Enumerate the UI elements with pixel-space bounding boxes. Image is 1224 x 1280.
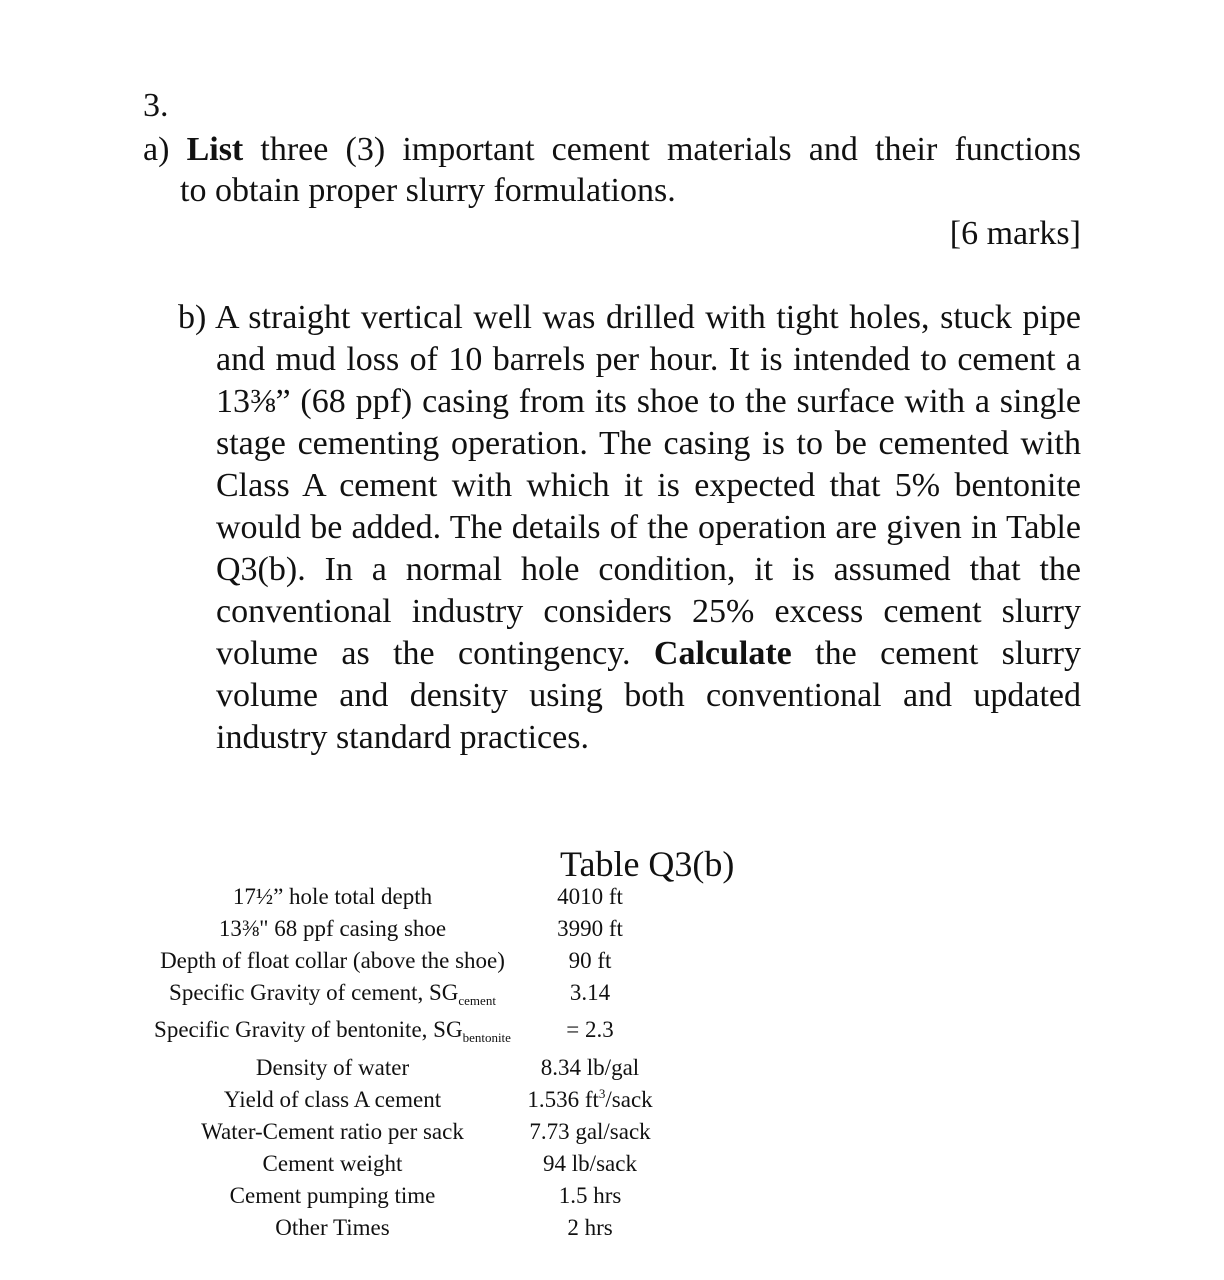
- table-row: [140, 1087, 700, 1119]
- table-row-value-unit: /sack: [605, 1087, 653, 1112]
- part-a-question: [143, 129, 1081, 211]
- table-row: [140, 1183, 700, 1215]
- part-a-bold-word: List: [186, 131, 244, 168]
- table-row-value: 3990 ft: [557, 916, 623, 941]
- table-row-value: 90 ft: [568, 948, 612, 973]
- table-row-value: = 2.3: [566, 1017, 614, 1042]
- table-row-label: Cement weight: [262, 1151, 403, 1176]
- table-row-label: 17½” hole total depth: [232, 884, 433, 909]
- table-row-label-text: Specific Gravity of bentonite, SG: [154, 1017, 463, 1042]
- part-b-bold-word: Calculate: [653, 635, 792, 672]
- table-row-value: 94 lb/sack: [543, 1151, 637, 1176]
- table-row-label: [140, 980, 525, 1009]
- part-b-label: b): [178, 299, 207, 336]
- table-row-label: [140, 1017, 525, 1046]
- part-a-line-2: to obtain proper slurry formulations.: [180, 172, 676, 209]
- part-b-question: [178, 297, 1081, 759]
- table-row-value-text: 1.536 ft: [527, 1087, 599, 1112]
- part-a-line-1-rest: three (3) important cement materials and their functions: [243, 131, 1081, 168]
- table-row-value: 1.5 hrs: [558, 1183, 622, 1208]
- part-b-paragraph: [178, 297, 1081, 759]
- table-row-value: 7.73 gal/sack: [529, 1119, 651, 1144]
- table-row: [140, 884, 700, 916]
- table-row: [140, 980, 700, 1012]
- table-row-label-subscript: bentonite: [462, 1030, 511, 1045]
- table-row: [140, 1017, 700, 1049]
- table-row-value: 8.34 lb/gal: [540, 1055, 640, 1080]
- table-row-value: 4010 ft: [557, 884, 623, 909]
- part-a-marks: [6 marks]: [949, 215, 1081, 252]
- table-row-label: 13⅜" 68 ppf casing shoe: [218, 916, 447, 941]
- table-row-label: Water-Cement ratio per sack: [201, 1119, 464, 1144]
- table-row: [140, 916, 700, 948]
- table-row: [140, 1151, 700, 1183]
- table-row-value: 2 hrs: [567, 1215, 613, 1240]
- table-row-label-subscript: cement: [458, 993, 496, 1008]
- table-row: [140, 1119, 700, 1151]
- table-row: [140, 948, 700, 980]
- part-a-line-1: [143, 129, 1081, 170]
- table-row: [140, 1055, 700, 1087]
- part-b-text-1: A straight vertical well was drilled with tight holes, stuck pipe and mud loss of 10 barrels per hour. It is intended to cement a 13⅜” (68 ppf) casing from its shoe to the surface with a single stage cementing operation. The casing is to be cemented with Class A cement with which it is expected that 5% bentonite would be added. The details of the operation are given in Table Q3(b). In a normal hole condition, it is assumed that the conventional industry considers 25% excess cement slurry volume as the contingency.: [215, 299, 1082, 672]
- table-row-label: Density of water: [255, 1055, 410, 1080]
- table-row: [140, 1215, 700, 1247]
- question-number: 3.: [143, 87, 169, 124]
- table-row-label: Depth of float collar (above the shoe): [160, 948, 505, 973]
- table-row-value-superscript: 3: [598, 1086, 606, 1101]
- table-row-label-text: Specific Gravity of cement, SG: [169, 980, 459, 1005]
- table-row-label: Cement pumping time: [229, 1183, 436, 1208]
- part-a-label: a): [143, 131, 170, 168]
- table-row-label: Yield of class A cement: [223, 1087, 442, 1112]
- part-b-text-2: the cement slurry volume and density using both conventional and updated industry standard practices.: [216, 635, 1081, 756]
- table-row-value: 3.14: [569, 980, 611, 1005]
- table-row-value: [520, 1087, 660, 1113]
- table-caption: Table Q3(b): [560, 844, 735, 884]
- table-row-label: Other Times: [275, 1215, 390, 1240]
